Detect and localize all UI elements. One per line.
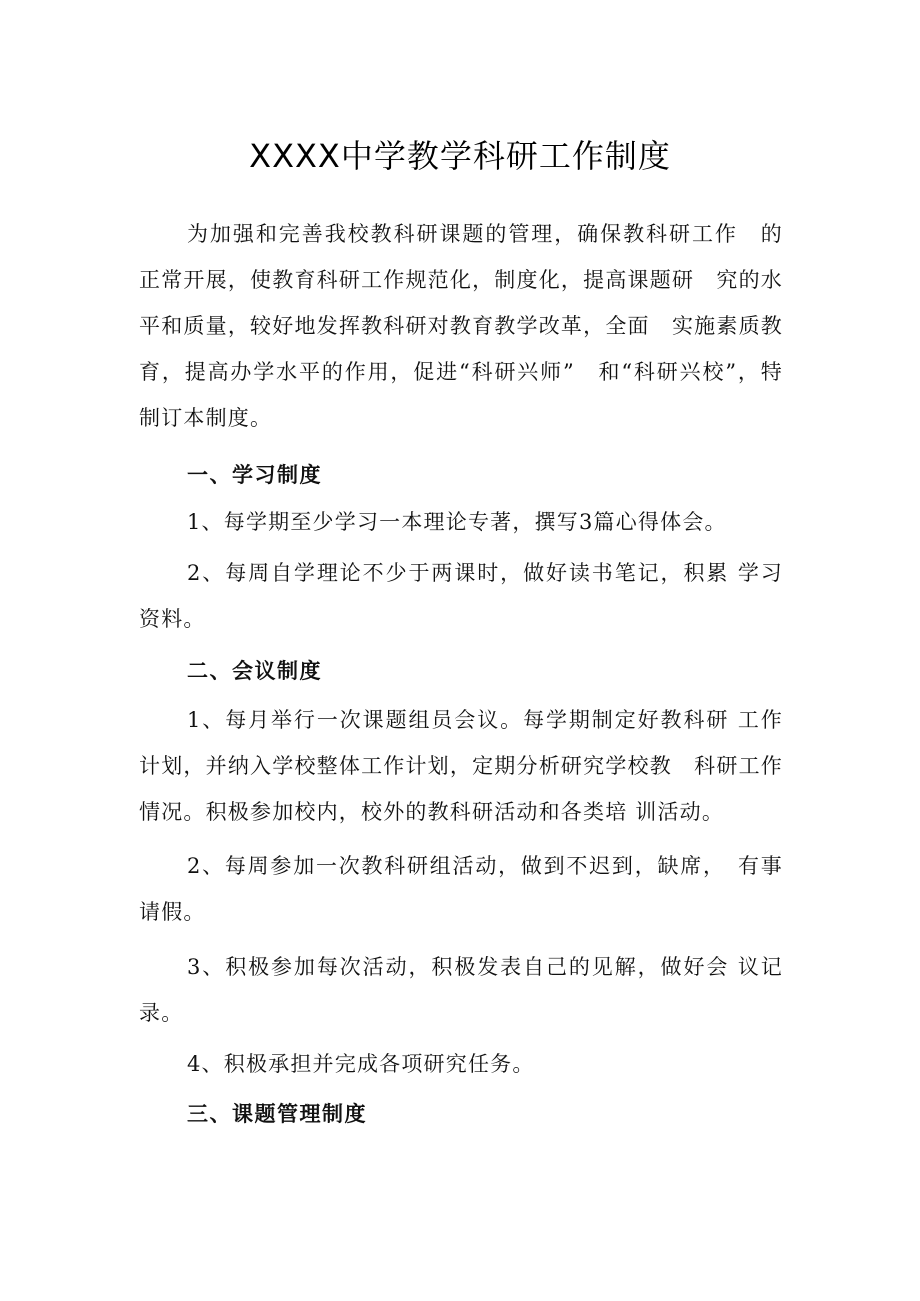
intro-paragraph: 为加强和完善我校教科研课题的管理，确保教科研工作 的正常开展，使教育科研工作规范化，制度化，提高课题研 究的水平和质量，较好地发挥教科研对教育教学改革，全面 实施素质教育，提高办学水平的作用，促进“科研兴师” 和“科研兴校”，特制订本制度。 xyxy=(139,222,783,430)
study-item-2: 2、每周自学理论不少于两课时，做好读书笔记，积累 学习资料。 xyxy=(139,561,783,631)
meeting-item-4: 4、积极承担并完成各项研究任务。 xyxy=(187,1052,535,1076)
intro-block xyxy=(139,211,783,441)
meeting-item-2-block xyxy=(139,843,783,935)
study-item-2-block xyxy=(139,550,783,642)
section-heading-study: 一、学习制度 xyxy=(187,463,322,487)
document-title: XXXX中学教学科研工作制度 xyxy=(249,137,671,175)
study-item-1: 1、每学期至少学习一本理论专著，撰写3篇心得体会。 xyxy=(187,510,727,534)
meeting-item-1: 1、每月举行一次课题组员会议。每学期制定好教科研 工作计划，并纳入学校整体工作计划，定期分析研究学校教 科研工作情况。积极参加校内，校外的教科研活动和各类培 训活动。 xyxy=(139,708,783,824)
meeting-item-2: 2、每周参加一次教科研组活动，做到不迟到，缺席， 有事请假。 xyxy=(139,854,783,924)
study-item-1-block xyxy=(139,499,783,545)
meeting-item-3: 3、积极参加每次活动，积极发表自己的见解，做好会 议记录。 xyxy=(139,955,783,1025)
section-heading-meeting: 二、会议制度 xyxy=(187,659,322,683)
meeting-item-3-block xyxy=(139,944,783,1036)
meeting-item-4-block xyxy=(139,1041,783,1087)
section-heading-project-management: 三、课题管理制度 xyxy=(187,1102,367,1126)
meeting-item-1-block xyxy=(139,697,783,835)
